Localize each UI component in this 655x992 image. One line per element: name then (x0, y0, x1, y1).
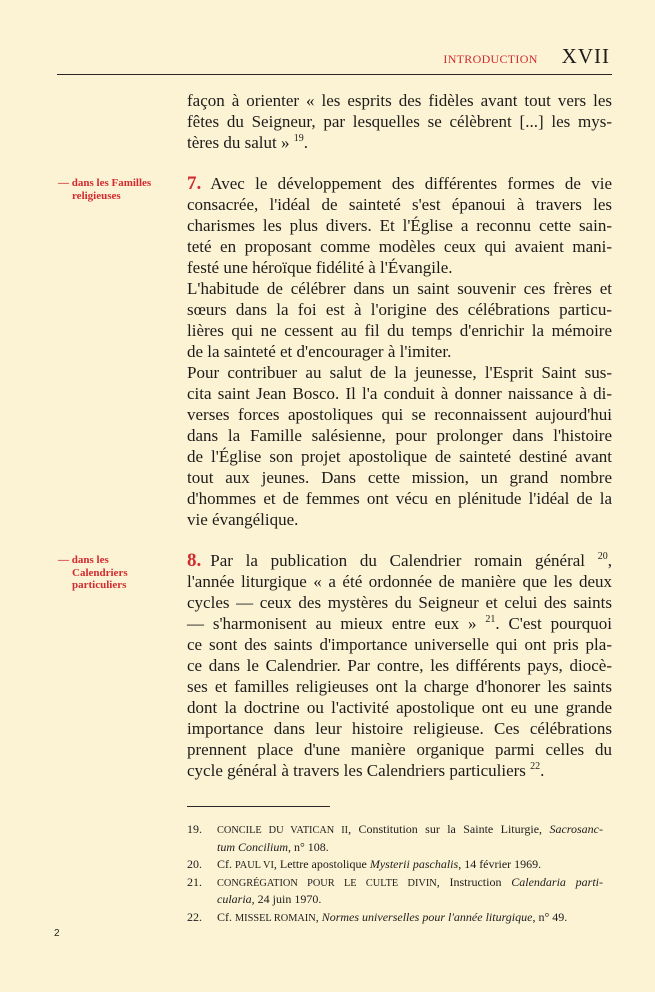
text-run: , Constitution sur la Sainte Liturgie, (348, 822, 550, 836)
text-line (187, 655, 612, 676)
text-run: tères du salut » (187, 133, 294, 152)
text-run: lières qui ne cessent au fil du temps d'enrichir la mémoire (187, 321, 612, 340)
footnote-text (217, 856, 603, 874)
text-line (187, 739, 612, 760)
text-run: importance dans leur histoire religieuse. Ces célébrations (187, 719, 612, 738)
section-continuation (187, 90, 612, 153)
footnote-21 (187, 874, 603, 909)
margin-note-line: — dans les Familles (58, 177, 152, 189)
margin-note-line: religieuses (72, 189, 121, 202)
italic-title: tum Concilium (217, 839, 288, 854)
text-run: teté en proposant comme modèles ceux qui avaient mani- (187, 237, 612, 256)
running-header (57, 44, 612, 75)
text-run: d'hommes et de femmes ont vécu en plénitude l'idéal de la (187, 489, 612, 508)
margin-note (58, 554, 176, 592)
text-line (187, 362, 612, 383)
footnote-text (217, 821, 603, 856)
running-header-text (443, 44, 610, 69)
text-line (187, 592, 612, 613)
footnotes (187, 821, 603, 927)
main-text-column (58, 90, 612, 781)
small-caps-name: CONGRÉGATION POUR LE CULTE DIVIN (217, 877, 437, 889)
text-run: prennent place d'une manière organique parmi celles du (187, 740, 612, 759)
text-run: dans la Famille salésienne, pour prolonger dans l'histoire (187, 426, 612, 445)
text-run: fêtes du Seigneur, par lesquelles se célèbrent [...] les mys- (187, 112, 612, 131)
footnote-text (217, 874, 603, 909)
text-line (187, 236, 612, 257)
margin-note-line: — dans les (58, 554, 109, 566)
header-page-number: XVII (561, 44, 610, 68)
paragraph (187, 173, 612, 278)
text-line (187, 90, 612, 111)
text-run: l'année liturgique « a été ordonnée de manière que les deux (187, 572, 612, 591)
italic-title: Calendaria parti- (511, 874, 603, 889)
text-line (187, 676, 612, 697)
footnote-line (217, 909, 603, 927)
text-line (187, 173, 612, 194)
text-run: de l'Église son projet apostolique de sainteté destiné avant (187, 447, 612, 466)
text-line (187, 550, 612, 571)
paragraph (187, 550, 612, 781)
text-line (187, 383, 612, 404)
text-run: sœurs dans la foi est à l'origine des célébrations particu- (187, 300, 612, 319)
margin-note-line: Calendriers (72, 566, 128, 579)
text-run: — s'harmonisent au mieux entre eux » (187, 614, 486, 633)
text-run: Par la publication du Calendrier romain général (210, 551, 598, 570)
text-run: , n° 49. (532, 909, 568, 924)
small-caps-name: PAUL VI (235, 860, 274, 872)
margin-note-line: particuliers (72, 579, 127, 591)
text-line (187, 697, 612, 718)
paragraph-number: 8. (187, 550, 202, 571)
text-run: ce dans le Calendrier. Par contre, les différents pays, diocè- (187, 656, 612, 675)
text-line (187, 111, 612, 132)
text-line (187, 718, 612, 739)
text-run: , Lettre apostolique (273, 857, 370, 872)
text-run: , (315, 909, 322, 924)
text-run: cycles — ceux des mystères du Seigneur et celui des saints (187, 593, 612, 612)
text-run: ce sont des saints d'importance universelle qui ont pris pla- (187, 635, 612, 654)
text-run: cycle général à travers les Calendriers particuliers (187, 761, 531, 780)
folio-number: 2 (54, 928, 60, 939)
footnote-number: 22. (187, 909, 202, 924)
footnote-22 (187, 909, 603, 927)
small-caps-name: MISSEL ROMAIN (235, 912, 316, 924)
footnote-text (217, 909, 603, 927)
text-line (187, 299, 612, 320)
italic-title: Mysterii paschalis (369, 857, 459, 872)
text-run: . (303, 133, 308, 152)
footnote-line (217, 821, 603, 839)
footnote-reference: 22 (530, 761, 541, 772)
text-run: , n° 108. (288, 839, 329, 854)
text-line (187, 341, 612, 362)
text-run: , 14 février 1969. (458, 857, 542, 872)
text-line (187, 760, 612, 781)
text-line (187, 425, 612, 446)
text-run: . (540, 761, 545, 780)
footnote-line (217, 856, 603, 874)
text-line (187, 404, 612, 425)
text-line (187, 446, 612, 467)
section-8 (58, 550, 612, 781)
text-run: consacrée, l'idéal de sainteté s'est épanoui à travers les (187, 195, 612, 214)
small-caps-name: CONCILE DU VATICAN II (217, 825, 349, 836)
text-run: charismes les plus divers. Et l'Église a reconnu cette sain- (187, 216, 612, 235)
text-run: ses et familles religieuses ont la charge d'honorer les saints (187, 677, 612, 696)
text-run: verses forces apostoliques qui se reconnaissent aujourd'hui (187, 405, 612, 424)
paragraph-number: 7. (187, 173, 202, 194)
text-run: Cf. (217, 909, 235, 924)
margin-note (58, 177, 176, 202)
paragraph (187, 278, 612, 362)
section-7 (58, 173, 612, 530)
footnote-number: 20. (187, 857, 202, 872)
text-run: Avec le développement des différentes formes de vie (210, 174, 612, 193)
text-run: de la sainteté et d'encourager à l'imiter. (187, 342, 452, 361)
italic-title: cularia (217, 892, 252, 907)
text-line (187, 571, 612, 592)
text-line (187, 257, 612, 278)
text-line (187, 320, 612, 341)
footnote-reference: 19 (293, 133, 304, 144)
text-run: L'habitude de célébrer dans un saint souvenir ces frères et (187, 279, 612, 298)
footnote-reference: 21 (485, 614, 496, 625)
text-run: , (607, 551, 612, 570)
footnote-reference: 20 (597, 551, 608, 562)
paragraph (187, 362, 612, 530)
text-line (187, 467, 612, 488)
footnote-19 (187, 821, 603, 856)
text-line (187, 613, 612, 634)
footnote-20 (187, 856, 603, 874)
text-run: Cf. (217, 857, 235, 872)
footnote-divider (187, 806, 330, 807)
paragraph (187, 90, 612, 153)
text-run: , Instruction (436, 874, 512, 889)
footnote-number: 21. (187, 874, 202, 889)
text-line (187, 634, 612, 655)
text-run: . C'est pourquoi (495, 614, 612, 633)
text-line (187, 215, 612, 236)
text-line (187, 488, 612, 509)
footnote-line (217, 874, 603, 892)
text-run: festé une héroïque fidélité à l'Évangile. (187, 258, 453, 277)
text-run: dont la doctrine ou l'activité apostolique ont eu une grande (187, 698, 612, 717)
text-run: façon à orienter « les esprits des fidèles avant tout vers les (187, 91, 612, 110)
text-run: tout aux jeunes. Dans cette mission, un grand nombre (187, 468, 612, 487)
text-run: , 24 juin 1970. (251, 892, 322, 907)
text-line (187, 509, 612, 530)
italic-title: Sacrosanc- (549, 822, 603, 836)
header-section-title: INTRODUCTION (443, 52, 538, 66)
text-run: vie évangélique. (187, 510, 299, 529)
text-run: Pour contribuer au salut de la jeunesse, l'Esprit Saint sus- (187, 363, 612, 382)
text-line (187, 194, 612, 215)
text-line (187, 132, 612, 153)
footnote-line (217, 839, 603, 857)
text-line (187, 278, 612, 299)
italic-title: Normes universelles pour l'année liturgique (321, 909, 533, 924)
text-run: cita saint Jean Bosco. Il l'a conduit à donner naissance à di- (187, 384, 612, 403)
footnote-line (217, 891, 603, 909)
footnote-number: 19. (187, 822, 202, 836)
